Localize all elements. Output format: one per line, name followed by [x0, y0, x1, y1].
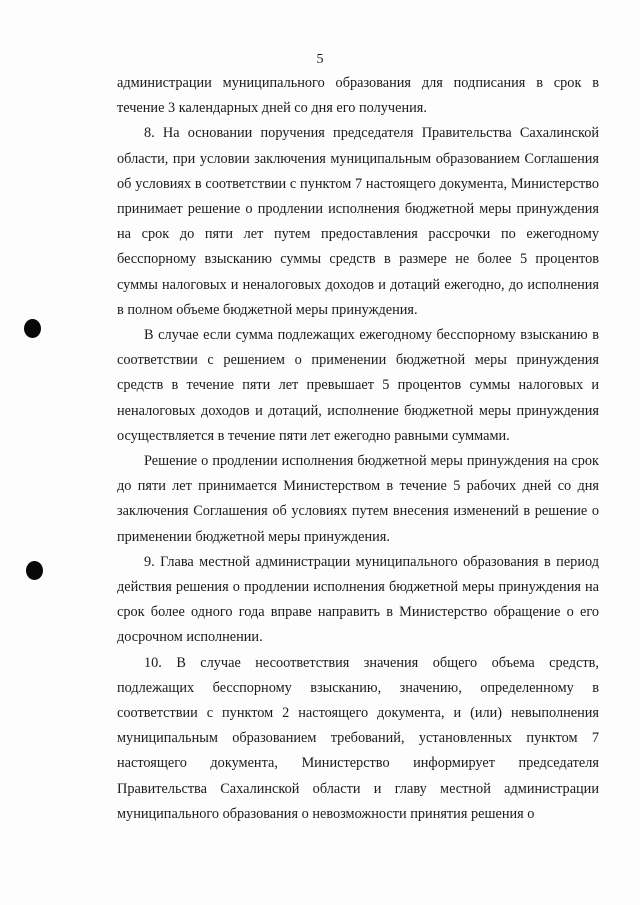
paragraph-item-8-installments: В случае если сумма подлежащих ежегодному бесспорному взысканию в соответствии с решением о применении бюджетной меры принуждения средств в течение пяти лет превышает 5 процентов суммы налоговых и неналоговых доходов и дотаций, исполнение бюджетной меры принуждения осуществляется в течение пяти лет ежегодно равными суммами. [117, 327, 599, 444]
document-body [117, 71, 599, 827]
punch-hole-mark [26, 561, 43, 580]
paragraph-item-10: 10. В случае несоответствия значения общего объема средств, подлежащих бесспорному взысканию, значению, определенному в соответствии с пунктом 2 настоящего документа, и (или) невыполнения муниципальным образованием требований, установленных пунктом 7 настоящего документа, Министерство информирует председателя Правительства Сахалинской области и главу местной администрации муниципального образования о невозможности принятия решения о [117, 654, 599, 822]
paragraph-item-8-decision: Решение о продлении исполнения бюджетной меры принуждения на срок до пяти лет принимается Министерством в течение 5 рабочих дней со дня заключения Соглашения об условиях путем внесения изменений в решение о применении бюджетной меры принуждения. [117, 453, 599, 545]
punch-hole-mark [24, 319, 41, 338]
paragraph-item-8: 8. На основании поручения председателя Правительства Сахалинской области, при условии заключения муниципальным образованием Соглашения об условиях в соответствии с пунктом 7 настоящего документа, Министерство принимает решение о продлении исполнения бюджетной меры принуждения на срок до пяти лет путем предоставления рассрочки по ежегодному бесспорному взысканию суммы средств в размере не более 5 процентов суммы налоговых и неналоговых доходов и дотаций ежегодно, до исполнения в полном объеме бюджетной меры принуждения. [117, 125, 599, 318]
paragraph-item-9: 9. Глава местной администрации муниципального образования в период действия решения о продлении исполнения бюджетной меры принуждения на срок более одного года вправе направить в Министерство обращение о его досрочном исполнении. [117, 553, 599, 646]
page-number: 5 [316, 52, 324, 67]
paragraph-continuation: администрации муниципального образования для подписания в срок в течение 3 календарных дней со дня его получения. [117, 75, 599, 117]
